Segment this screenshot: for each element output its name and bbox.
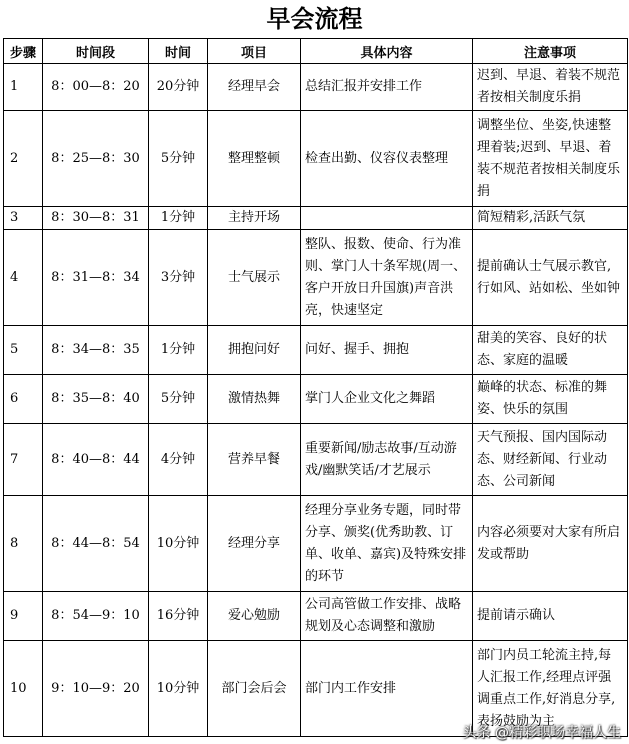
cell-item: 整理整顿: [208, 111, 301, 207]
cell-step: 10: [4, 641, 43, 737]
cell-content: 部门内工作安排: [301, 641, 473, 737]
cell-note: 巅峰的状态、标准的舞姿、快乐的氛围: [473, 375, 628, 424]
schedule-table: [3, 38, 628, 737]
cell-item: 爱心勉励: [208, 592, 301, 641]
cell-content: 整队、报数、使命、行为准则、掌门人十条军规(周一、客户开放日升国旗)声音洪亮，快速坚定: [301, 230, 473, 326]
cell-period: 8：00—8：20: [43, 64, 149, 111]
cell-period: 8：40—8：44: [43, 424, 149, 496]
cell-note: 内容必须要对大家有所启发或帮助: [473, 496, 628, 592]
cell-period: 8：44—8：54: [43, 496, 149, 592]
cell-duration: 1分钟: [149, 326, 208, 375]
cell-step: 7: [4, 424, 43, 496]
header-step: 步骤: [4, 39, 43, 64]
cell-item: 拥抱问好: [208, 326, 301, 375]
cell-content: [301, 207, 473, 230]
cell-period: 8：54—9：10: [43, 592, 149, 641]
cell-period: 8：30—8：31: [43, 207, 149, 230]
cell-note: 甜美的笑容、良好的状态、家庭的温暖: [473, 326, 628, 375]
table-row: [4, 111, 628, 207]
cell-note: 迟到、早退、着装不规范者按相关制度乐捐: [473, 64, 628, 111]
cell-duration: 16分钟: [149, 592, 208, 641]
cell-item: 经理分享: [208, 496, 301, 592]
cell-period: 8：35—8：40: [43, 375, 149, 424]
cell-step: 3: [4, 207, 43, 230]
table-row: [4, 592, 628, 641]
cell-step: 6: [4, 375, 43, 424]
table-header: [4, 39, 628, 64]
cell-duration: 1分钟: [149, 207, 208, 230]
cell-period: 9：10—9：20: [43, 641, 149, 737]
cell-item: 士气展示: [208, 230, 301, 326]
cell-item: 营养早餐: [208, 424, 301, 496]
cell-note: 简短精彩,活跃气氛: [473, 207, 628, 230]
cell-note: 提前请示确认: [473, 592, 628, 641]
cell-content: 公司高管做工作安排、战略规划及心态调整和激励: [301, 592, 473, 641]
table-row: [4, 496, 628, 592]
table-row: [4, 326, 628, 375]
cell-item: 经理早会: [208, 64, 301, 111]
cell-step: 2: [4, 111, 43, 207]
watermark-text: 头条 @精彩职场幸福人生: [462, 725, 621, 741]
table-row: [4, 207, 628, 230]
header-note: 注意事项: [473, 39, 628, 64]
table-row: [4, 230, 628, 326]
cell-content: 掌门人企业文化之舞蹈: [301, 375, 473, 424]
cell-duration: 5分钟: [149, 375, 208, 424]
cell-note: 调整坐位、坐姿,快速整理着装;迟到、早退、着装不规范者按相关制度乐捐: [473, 111, 628, 207]
cell-duration: 3分钟: [149, 230, 208, 326]
header-item: 项目: [208, 39, 301, 64]
header-duration: 时间: [149, 39, 208, 64]
cell-item: 激情热舞: [208, 375, 301, 424]
cell-step: 5: [4, 326, 43, 375]
cell-step: 8: [4, 496, 43, 592]
cell-item: 主持开场: [208, 207, 301, 230]
cell-step: 4: [4, 230, 43, 326]
header-period: 时间段: [43, 39, 149, 64]
table-row: [4, 424, 628, 496]
cell-period: 8：25—8：30: [43, 111, 149, 207]
table-row: [4, 375, 628, 424]
cell-content: 经理分享业务专题，同时带分享、颁奖(优秀助教、订单、收单、嘉宾)及特殊安排的环节: [301, 496, 473, 592]
cell-period: 8：34—8：35: [43, 326, 149, 375]
cell-content: 重要新闻/励志故事/互动游戏/幽默笑话/才艺展示: [301, 424, 473, 496]
cell-duration: 10分钟: [149, 641, 208, 737]
cell-item: 部门会后会: [208, 641, 301, 737]
cell-note: 提前确认士气展示教官,行如风、站如松、坐如钟: [473, 230, 628, 326]
cell-duration: 5分钟: [149, 111, 208, 207]
cell-step: 9: [4, 592, 43, 641]
cell-note: 天气预报、国内国际动态、财经新闻、行业动态、公司新闻: [473, 424, 628, 496]
cell-duration: 20分钟: [149, 64, 208, 111]
cell-content: 问好、握手、拥抱: [301, 326, 473, 375]
cell-duration: 10分钟: [149, 496, 208, 592]
page-title: 早会流程: [266, 4, 363, 33]
cell-period: 8：31—8：34: [43, 230, 149, 326]
cell-duration: 4分钟: [149, 424, 208, 496]
table-row: [4, 64, 628, 111]
cell-note: 部门内员工轮流主持,每人汇报工作,经理点评强调重点工作,好消息分享,表扬鼓励为主: [473, 641, 628, 737]
cell-step: 1: [4, 64, 43, 111]
cell-content: 检查出勤、仪容仪表整理: [301, 111, 473, 207]
cell-content: 总结汇报并安排工作: [301, 64, 473, 111]
header-content: 具体内容: [301, 39, 473, 64]
